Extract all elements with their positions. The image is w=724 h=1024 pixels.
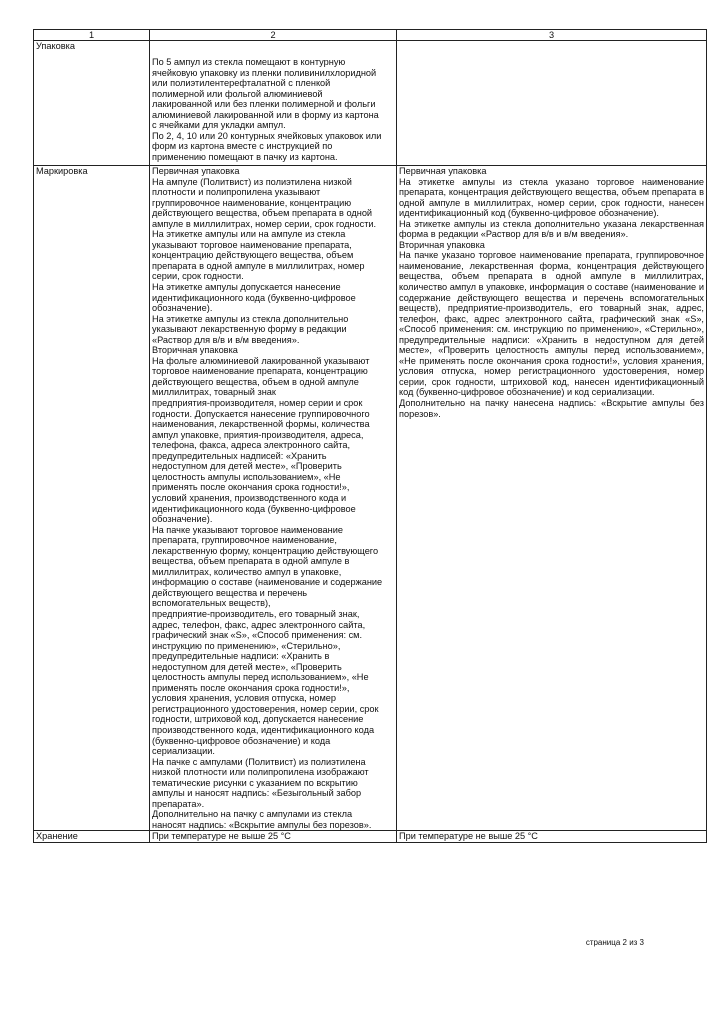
header-col-2: 2 <box>150 30 397 41</box>
marking-col3-cell <box>397 166 707 831</box>
marking-col3-text: Первичная упаковка На этикетке ампулы из стекла указано торговое наименование препарата, концентрация действующего вещества, объем препарата в одной ампуле в миллилитрах, номер серии, срок годности, нанесен идентификационный код (буквенно-цифровое обозначение). На этикетке ампулы из стекла дополнительно указана лекарственная форма в редакции «Раствор для в/в и в/м введения». Вторичная упаковка На пачке указано торговое наименование препарата, группировочное наименование, лекарственная форма, концентрация действующего вещества, объем препарата в одной ампуле в миллилитрах, количество ампул в упаковке, информация о составе (наименование и содержание действующего вещества и перечень вспомогательных веществ), предприятие-производитель, его товарный знак, адрес, телефон, факс, адрес электронного сайта, графический знак «S», «Способ применения: см. инструкцию по применению», «Стерильно», предупредительные надписи: «Хранить в недоступном для детей месте», «Проверить целостность ампулы перед использованием», «Не применять после окончания срока годности!», условия хранения, условия отпуска, номер регистрационного удостоверения, номер серии, срок годности, штриховой код, нанесен идентификационный код (буквенно-цифровое обозначение) и код сериализации. Дополнительно на пачку нанесена надпись: «Вскрытие ампулы без порезов». <box>399 166 704 419</box>
row-label-text: Маркировка <box>36 166 88 176</box>
header-col-1: 1 <box>34 30 150 41</box>
marking-col2-cell <box>150 166 397 831</box>
row-label-text: Хранение <box>36 831 78 842</box>
table-row-storage <box>34 831 707 843</box>
row-label-text: Упаковка <box>36 41 75 51</box>
table-row-packaging <box>34 41 707 166</box>
header-col-3: 3 <box>397 30 707 41</box>
packaging-col3-cell <box>397 41 707 166</box>
storage-col3-cell <box>397 831 707 843</box>
row-label-storage <box>34 831 150 843</box>
storage-col2-cell <box>150 831 397 843</box>
row-label-packaging <box>34 41 150 166</box>
specification-table <box>33 29 707 843</box>
packaging-col2-cell <box>150 41 397 166</box>
page-number: страница 2 из 3 <box>585 938 644 947</box>
marking-col2-text: Первичная упаковка На ампуле (Политвист) из полиэтилена низкой плотности и полипропилена указывают группировочное наименование, концентрацию действующего вещества, объем препарата в одной ампуле в миллилитрах, номер серии, срок годности. На этикетке ампулы или на ампуле из стекла указывают торговое наименование препарата, концентрацию действующего вещества, объем препарата в одной ампуле в миллилитрах, номер серии, срок годности. На этикетке ампулы допускается нанесение идентификационного кода (буквенно-цифровое обозначение). На этикетке ампулы из стекла дополнительно указывают лекарственную форму в редакции «Раствор для в/в и в/м введения». Вторичная упаковка На фольге алюминиевой лакированной указывают торговое наименование препарата, концентрацию действующего вещества, объем в одной ампуле миллилитрах, товарный знак предприятия-производителя, номер серии и срок годности. Допускается нанесение группировочного наименования, лекарственной формы, количества ампул упаковке, приятия-производителя, адреса, телефона, факса, адреса электронного сайта, предупредительных надписей: «Хранить недоступном для детей месте», «Проверить целостность ампулы использованием», «Не применять после окончания срока годности!», условий хранения, производственного кода и идентификационного кода (буквенно-цифровое обозначение). На пачке указывают торговое наименование препарата, группировочное наименование, лекарственную форму, концентрацию действующего вещества, объем препарата в одной ампуле в миллилитрах, количество ампул в упаковке, информацию о составе (наименование и содержание действующего вещества и перечень вспомогательных веществ), предприятие-производитель, его товарный знак, адрес, телефон, факс, адрес электронного сайта, графический знак «S», «Способ применения: см. инструкцию по применению», «Стерильно», предупредительные надписи: «Хранить в недоступном для детей месте», «Проверить целостность ампулы перед использованием», «Не применять после окончания срока годности!», условия хранения, условия отпуска, номер регистрационного удостоверения, номер серии, срок годности, штриховой код, допускается нанесение производственного кода, идентификационного кода (буквенно-цифровое обозначение) и кода сериализации. На пачке с ампулами (Политвист) из полиэтилена низкой плотности или полипропилена изображают тематические рисунки с указанием по вскрытию ампулы и наносят надпись: «Безыгольный забор препарата». Дополнительно на пачку с ампулами из стекла наносят надпись: «Вскрытие ампулы без порезов». <box>152 166 383 830</box>
storage-col3-text: При температуре не выше 25 °С <box>399 831 538 842</box>
storage-col2-text: При температуре не выше 25 °С <box>152 831 291 842</box>
row-label-marking <box>34 166 150 831</box>
table-row-marking <box>34 166 707 831</box>
table-header-row <box>34 30 707 41</box>
packaging-col2-text: По 5 ампул из стекла помещают в контурную ячейковую упаковку из пленки поливинилхлоридной или полиэтилентерефталатной с пленкой полимерной или фольгой алюминиевой лакированной или без пленки полимерной и фольги алюминиевой лакированной или в форму из картона с ячейками для укладки ампул. По 2, 4, 10 или 20 контурных ячейковых упаковок или форм из картона вместе с инструкцией по применению помещают в пачку из картона. <box>152 57 382 162</box>
